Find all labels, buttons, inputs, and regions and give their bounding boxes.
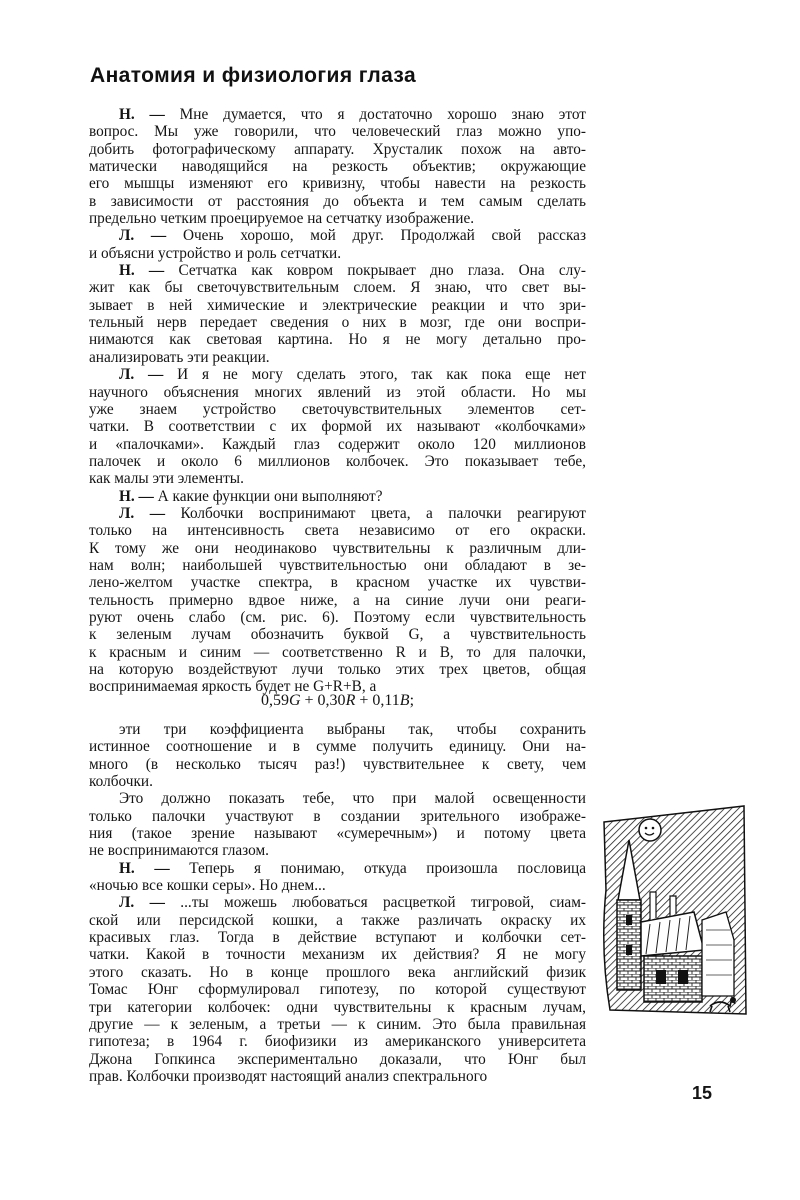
- text-line: [89, 175, 586, 192]
- text-line: [89, 999, 586, 1016]
- text-line: [89, 1016, 586, 1033]
- line-text: чатки. В соответствии с их формой их называют «колбочками»: [89, 418, 586, 436]
- text-line: [89, 981, 586, 998]
- line-text: только палочки участвуют в создании зрительного изображе-: [89, 807, 586, 825]
- line-text: колбочки.: [89, 773, 153, 791]
- line-text: Мне думается, что я достаточно хорошо знаю этот: [179, 106, 586, 123]
- text-line: [89, 401, 586, 418]
- text-line: [89, 756, 586, 773]
- line-text: Теперь я понимаю, откуда произошла пословица: [189, 859, 586, 877]
- line-text: чатки. Какой в точности механизм их действия? Я не могу: [89, 946, 586, 964]
- text-line: [89, 626, 586, 643]
- text-line: [89, 227, 586, 244]
- line-text: Джона Гопкинса экспериментально доказали, что Юнг был: [89, 1050, 586, 1068]
- text-line: [89, 210, 586, 227]
- line-text: ния (такое зрение называют «сумеречным») и потому цвета: [89, 825, 586, 843]
- text-block-top: [89, 106, 586, 696]
- line-text: на которую воздействуют лучи только этих трех цветов, общая: [89, 661, 586, 678]
- text-line: [89, 505, 586, 522]
- text-line: [89, 314, 586, 331]
- text-line: [89, 349, 586, 366]
- text-line: [89, 825, 586, 842]
- speaker-label: Л. —: [119, 894, 181, 912]
- line-text: в зависимости от расстояния до объекта и тем самым сделать: [89, 192, 586, 210]
- line-text: лено-желтом участке спектра, в красном участке их чувстви-: [89, 574, 586, 592]
- line-text: к красным и синим — соответственно R и B, то для палочки,: [89, 643, 586, 661]
- line-text: ской или персидской кошки, а также различать окраску их: [89, 911, 586, 929]
- text-line: [89, 860, 586, 877]
- line-text: воспринимаемая яркость будет не G+R+B, а: [89, 678, 377, 696]
- text-line: [89, 1068, 586, 1085]
- speaker-label: Н. —: [119, 859, 190, 877]
- speaker-label: Л. —: [119, 227, 183, 245]
- line-text: не воспринимаются глазом.: [89, 842, 269, 860]
- line-text: к зеленым лучам обозначить буквой G, а чувствительность: [89, 626, 586, 644]
- text-line: [89, 946, 586, 963]
- line-text: его мышцы изменяют его кривизну, чтобы навести на резкость: [89, 175, 586, 193]
- text-line: [89, 106, 586, 123]
- text-line: [89, 436, 586, 453]
- line-text: как малы эти элементы.: [89, 470, 244, 488]
- text-line: [89, 790, 586, 807]
- text-line: [89, 384, 586, 401]
- text-line: [89, 141, 586, 158]
- line-text: матически наводящийся на резкость объектив; окружающие: [89, 158, 586, 176]
- line-text: нам волн; наибольшей чувствительностью они обладают в зе-: [89, 556, 586, 574]
- page-title: Анатомия и физиология глаза: [90, 64, 417, 87]
- line-text: К тому же они неодинаково чувствительны к различным дли-: [89, 539, 586, 557]
- speaker-label: Н. —: [119, 106, 180, 123]
- line-text: и «палочками». Каждый глаз содержит около 120 миллионов: [89, 435, 586, 453]
- text-line: [89, 366, 586, 383]
- line-text: только на интенсивность света независимо от его окраски.: [89, 522, 586, 540]
- text-line: [89, 808, 586, 825]
- line-text: гипотеза; в 1964 г. биофизики из американского университета: [89, 1033, 586, 1051]
- text-line: [89, 912, 586, 929]
- text-line: [89, 842, 586, 859]
- text-line: [89, 279, 586, 296]
- text-line: [89, 877, 586, 894]
- line-text: много (в несколько тысяч раз!) чувствительнее к свету, чем: [89, 755, 586, 773]
- text-line: [89, 894, 586, 911]
- text-line: [89, 158, 586, 175]
- text-line: [89, 1033, 586, 1050]
- text-line: [89, 609, 586, 626]
- line-text: вопрос. Мы уже говорили, что человеческий глаз можно упо-: [89, 123, 586, 141]
- speaker-label: Н. —: [119, 487, 158, 505]
- text-line: [89, 540, 586, 557]
- line-text: ...ты можешь любоваться расцветкой тигровой, сиам-: [180, 894, 586, 912]
- line-text: уже знаем устройство светочувствительных элементов сет-: [89, 400, 586, 418]
- text-block-bottom: [89, 721, 586, 1085]
- formula: 0,59G + 0,30R + 0,11B;: [260, 692, 415, 709]
- line-text: красивых глаз. Тогда в действие вступают и колбочки сет-: [89, 929, 586, 947]
- town-night-illustration: [598, 800, 748, 1020]
- line-text: прав. Колбочки производят настоящий анализ спектрального: [89, 1067, 488, 1085]
- speaker-label: Л. —: [119, 366, 178, 384]
- line-text: Томас Юнг сформулировал гипотезу, по которой существуют: [89, 981, 586, 999]
- line-text: другие — к зеленым, а третьи — к синим. Это была правильная: [89, 1015, 586, 1033]
- line-text: «ночью все кошки серы». Но днем...: [89, 877, 326, 895]
- line-text: три категории колбочек: одни чувствительны к красным лучам,: [89, 998, 586, 1016]
- text-line: [89, 929, 586, 946]
- line-text: Очень хорошо, мой друг. Продолжай свой рассказ: [182, 227, 586, 245]
- text-line: [89, 721, 586, 738]
- text-line: [89, 245, 586, 262]
- text-line: [89, 297, 586, 314]
- line-text: руют очень слабо (см. рис. 6). Поэтому если чувствительность: [89, 608, 586, 626]
- text-line: [89, 773, 586, 790]
- line-text: эти три коэффициента выбраны так, чтобы сохранить: [119, 721, 586, 738]
- text-line: [89, 1051, 586, 1068]
- line-text: зывает в ней химические и электрические реакции и что зри-: [89, 296, 586, 314]
- page-number: 15: [692, 1083, 713, 1103]
- line-text: Колбочки воспринимают цвета, а палочки реагируют: [180, 504, 586, 522]
- line-text: Сетчатка как ковром покрывает дно глаза. Она слу-: [178, 262, 586, 280]
- text-line: [89, 470, 586, 487]
- text-line: [89, 557, 586, 574]
- line-text: Это должно показать тебе, что при малой освещенности: [119, 790, 586, 808]
- line-text: предельно четким проецируемое на сетчатку изображение.: [89, 210, 475, 228]
- line-text: анализировать эти реакции.: [89, 348, 270, 366]
- text-line: [89, 522, 586, 539]
- line-text: добить фотографическому аппарату. Хрусталик похож на авто-: [89, 140, 586, 158]
- line-text: жит как бы светочувствительным слоем. Я знаю, что свет вы-: [89, 279, 586, 297]
- line-text: И я не могу сделать этого, так как пока еще нет: [177, 366, 586, 384]
- line-text: научного объяснения многих явлений из этой области. Но мы: [89, 383, 586, 401]
- line-text: и объясни устройство и роль сетчатки.: [89, 244, 342, 262]
- text-line: [89, 488, 586, 505]
- text-line: [89, 592, 586, 609]
- text-line: [89, 123, 586, 140]
- speaker-label: Л. —: [119, 504, 181, 522]
- text-line: [89, 964, 586, 981]
- line-text: истинное соотношение и в сумме получить единицу. Они на-: [89, 738, 586, 756]
- text-line: [89, 193, 586, 210]
- line-text: этого сказать. Но в конце прошлого века английский физик: [89, 963, 586, 981]
- line-text: А какие функции они выполняют?: [157, 487, 383, 505]
- text-line: [89, 418, 586, 435]
- text-line: [89, 661, 586, 678]
- text-line: [89, 331, 586, 348]
- text-line: [89, 574, 586, 591]
- text-line: [89, 262, 586, 279]
- line-text: тельность примерно вдвое ниже, а на синие лучи они реаги-: [89, 591, 586, 609]
- text-line: [89, 644, 586, 661]
- text-line: [89, 738, 586, 755]
- text-line: [89, 453, 586, 470]
- line-text: тельный нерв передает сведения о них в мозг, где они воспри-: [89, 314, 586, 332]
- line-text: палочек и около 6 миллионов колбочек. Это показывает тебе,: [89, 452, 586, 470]
- speaker-label: Н. —: [119, 262, 179, 280]
- line-text: нимаются как световая картина. Но я не могу детально про-: [89, 331, 586, 349]
